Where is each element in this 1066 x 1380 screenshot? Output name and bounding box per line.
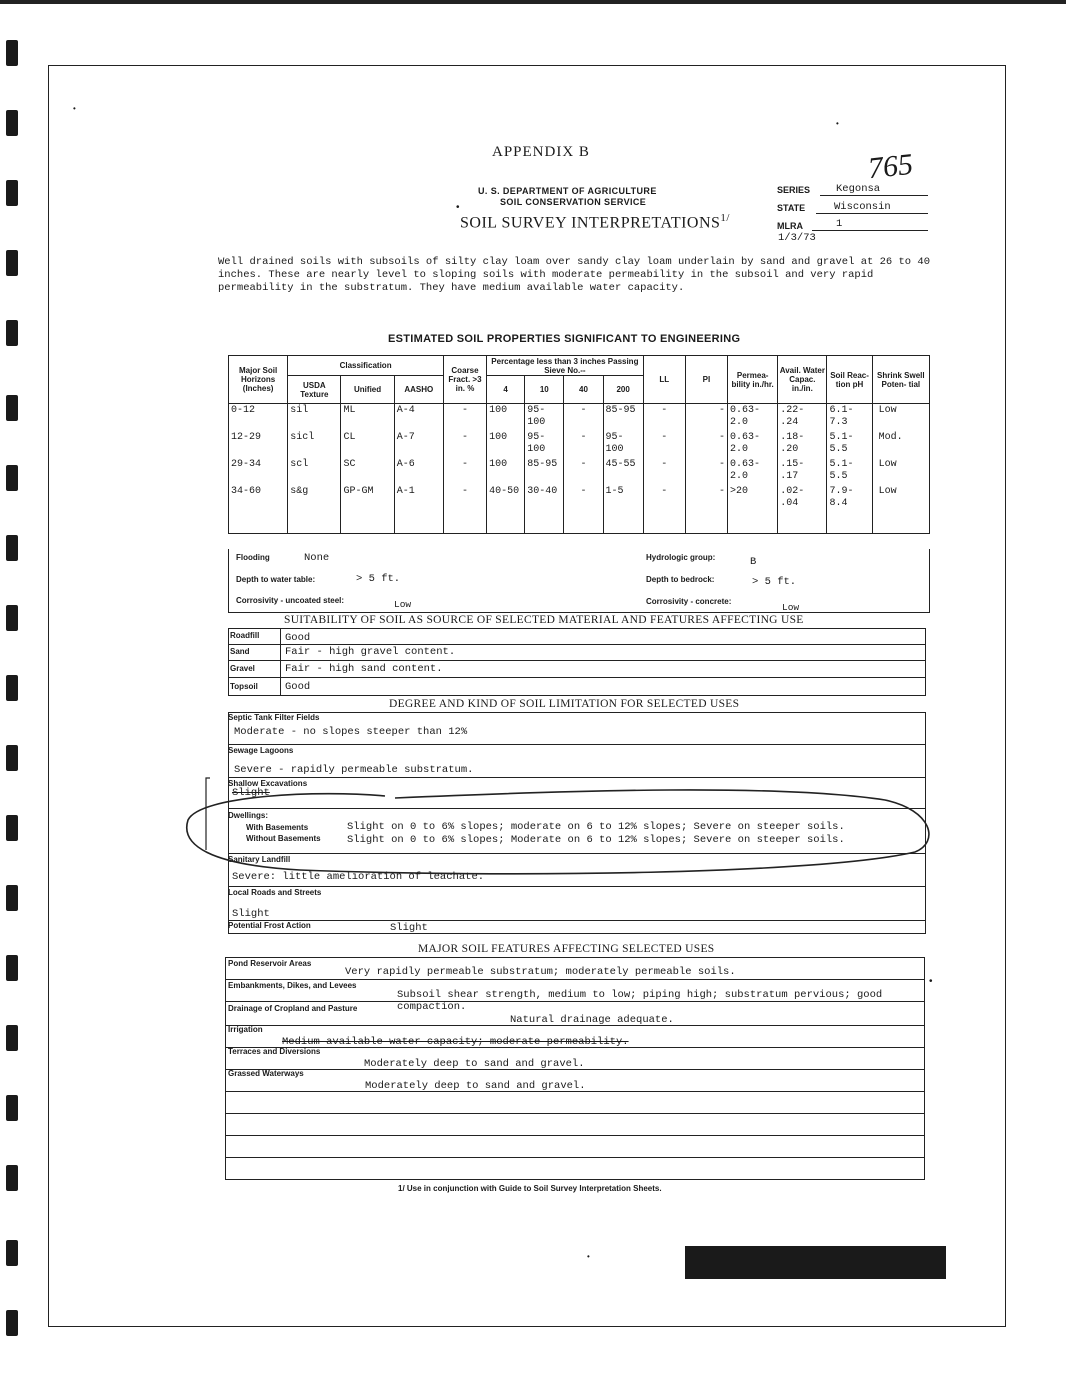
waterways-label: Grassed Waterways: [228, 1069, 304, 1078]
roadfill-value: Good: [285, 632, 311, 644]
table-row: [229, 404, 930, 432]
cell-sieve-4: 100: [487, 431, 525, 458]
state-label: STATE: [777, 203, 806, 213]
cell-aasho: A-4: [394, 404, 443, 432]
cell-sieve-200: 85-95: [603, 404, 643, 432]
page-top-edge: [0, 0, 1066, 4]
hydrologic-label: Hydrologic group:: [646, 553, 716, 562]
features-row: [225, 1135, 925, 1158]
concrete-corrosivity-label: Corrosivity - concrete:: [646, 597, 732, 606]
roadfill-label: Roadfill: [230, 631, 260, 640]
limitation-title: DEGREE AND KIND OF SOIL LIMITATION FOR SELECTED USES: [389, 698, 740, 710]
cell-sieve-40: -: [564, 431, 603, 458]
table-row: [229, 485, 930, 534]
engineering-title: ESTIMATED SOIL PROPERTIES SIGNIFICANT TO ENGINEERING: [388, 333, 741, 345]
frost-value: Slight: [390, 922, 428, 934]
col-header-unified: Unified: [341, 376, 394, 404]
cell-sieve-200: 45-55: [603, 458, 643, 485]
state-value: Wisconsin: [816, 201, 928, 214]
cell-sieve-4: 100: [487, 458, 525, 485]
cell-horizon: 12-29: [229, 431, 288, 458]
binder-hole: [6, 250, 18, 276]
binder-hole: [6, 1095, 18, 1121]
cell-ph: 7.9- 8.4: [827, 485, 872, 534]
roads-value: Slight: [232, 908, 270, 920]
excavations-value: Slight: [232, 787, 270, 799]
features-title: MAJOR SOIL FEATURES AFFECTING SELECTED USES: [418, 943, 715, 955]
margin-dot: •: [929, 976, 933, 987]
lagoons-value: Severe - rapidly permeable substratum.: [234, 764, 474, 776]
col-header-horizon: Major Soil Horizons (Inches): [229, 356, 288, 404]
col-header-classification: Classification: [288, 356, 444, 376]
binder-hole: [6, 1165, 18, 1191]
cell-awc: .15- .17: [778, 458, 827, 485]
dept-line-2: SOIL CONSERVATION SERVICE: [500, 197, 647, 207]
landfill-label: Sanitary Landfill: [228, 855, 291, 864]
suitability-title: SUITABILITY OF SOIL AS SOURCE OF SELECTED MATERIAL AND FEATURES AFFECTING USE: [284, 614, 804, 626]
water-table-label: Depth to water table:: [236, 575, 316, 584]
binder-hole: [6, 745, 18, 771]
flooding-label: Flooding: [236, 553, 270, 562]
with-basements-label: With Basements: [246, 823, 309, 832]
cell-sieve-10: 85-95: [525, 458, 564, 485]
drainage-label: Drainage of Cropland and Pasture: [228, 1004, 358, 1013]
sand-label: Sand: [230, 647, 250, 656]
cell-perm: 0.63- 2.0: [728, 431, 778, 458]
form-title-footnote-mark: 1/: [720, 212, 730, 224]
handwritten-page-number: 765: [866, 147, 915, 186]
col-header-shrink: Shrink Swell Poten- tial: [872, 356, 929, 404]
cell-shrink: Low: [872, 485, 929, 534]
speck: •: [587, 1252, 590, 1261]
cell-ll: -: [643, 404, 685, 432]
bedrock-value: > 5 ft.: [752, 576, 797, 588]
col-header-awc: Avail. Water Capac. in./in.: [778, 356, 827, 404]
cell-aasho: A-7: [394, 431, 443, 458]
cell-aasho: A-6: [394, 458, 443, 485]
cell-sieve-40: -: [564, 458, 603, 485]
topsoil-label: Topsoil: [230, 682, 258, 691]
drainage-value: Natural drainage adequate.: [510, 1014, 674, 1026]
binder-hole: [6, 885, 18, 911]
binder-hole: [6, 1310, 18, 1336]
cell-sieve-4: 40-50: [487, 485, 525, 534]
binder-hole: [6, 605, 18, 631]
cell-ph: 5.1- 5.5: [827, 431, 872, 458]
soil-description: Well drained soils with subsoils of silty clay loam over sandy clay loam underlain by sand and gravel at 26 to 40 inches. These are nearly level to sloping soils with moderate permeability in the subsoil and very rapid permeability in the substratum. They have medium available water capacity.: [218, 256, 931, 294]
cell-unified: CL: [341, 431, 394, 458]
cell-ll: -: [643, 431, 685, 458]
lagoons-label: Sewage Lagoons: [228, 746, 294, 755]
cell-shrink: Low: [872, 404, 929, 432]
flooding-value: None: [304, 552, 330, 564]
pond-label: Pond Reservoir Areas: [228, 959, 312, 968]
cell-sieve-40: -: [564, 404, 603, 432]
col-header-sieve-40: 40: [564, 376, 603, 404]
cell-usda: sicl: [288, 431, 341, 458]
cell-perm: >20: [728, 485, 778, 534]
cell-awc: .02- .04: [778, 485, 827, 534]
cell-awc: .22- .24: [778, 404, 827, 432]
cell-usda: scl: [288, 458, 341, 485]
with-basements-value: Slight on 0 to 6% slopes; moderate on 6 to 12% slopes; Severe on steeper soils.: [347, 821, 845, 833]
speck: •: [836, 119, 839, 128]
concrete-corrosivity-value: Low: [782, 602, 800, 613]
engineering-properties-table: [228, 355, 930, 534]
cell-coarse: -: [443, 458, 486, 485]
water-table-value: > 5 ft.: [356, 573, 401, 585]
landfill-value: Severe: little amelioration of leachate.: [232, 871, 485, 883]
features-row: [225, 1113, 925, 1136]
cell-pi: -: [685, 458, 727, 485]
cell-shrink: Low: [872, 458, 929, 485]
septic-label: Septic Tank Filter Fields: [228, 713, 320, 722]
features-row: [225, 1091, 925, 1114]
binder-hole: [6, 535, 18, 561]
binder-hole: [6, 1240, 18, 1266]
frost-label: Potential Frost Action: [228, 921, 311, 930]
appendix-label: APPENDIX B: [492, 144, 590, 160]
cell-coarse: -: [443, 431, 486, 458]
without-basements-label: Without Basements: [246, 834, 321, 843]
cell-ph: 6.1- 7.3: [827, 404, 872, 432]
cell-usda: s&g: [288, 485, 341, 534]
cell-pi: -: [685, 485, 727, 534]
footnote: 1/ Use in conjunction with Guide to Soil Survey Interpretation Sheets.: [398, 1184, 662, 1193]
col-header-perm: Permea- bility in./hr.: [728, 356, 778, 404]
binder-hole: [6, 180, 18, 206]
cell-ll: -: [643, 458, 685, 485]
binder-hole: [6, 40, 18, 66]
steel-corrosivity-value: Low: [394, 599, 412, 610]
col-header-sieve-4: 4: [487, 376, 525, 404]
binder-hole: [6, 815, 18, 841]
cell-unified: ML: [341, 404, 394, 432]
binder-hole: [6, 1025, 18, 1051]
embankments-value: Subsoil shear strength, medium to low; piping high; substratum pervious; good: [397, 989, 883, 1001]
cell-usda: sil: [288, 404, 341, 432]
steel-corrosivity-label: Corrosivity - uncoated steel:: [236, 596, 345, 605]
form-date: 1/3/73: [778, 232, 816, 244]
cell-unified: SC: [341, 458, 394, 485]
drainage-continuation: compaction.: [397, 1001, 467, 1013]
col-header-aasho: AASHO: [394, 376, 443, 404]
embankments-label: Embankments, Dikes, and Levees: [228, 981, 357, 990]
form-title-text: SOIL SURVEY INTERPRETATIONS: [460, 214, 721, 232]
col-header-ll: LL: [643, 356, 685, 404]
cell-sieve-10: 95- 100: [525, 431, 564, 458]
cell-pi: -: [685, 404, 727, 432]
septic-value: Moderate - no slopes steeper than 12%: [234, 726, 468, 738]
col-header-ph: Soil Reac- tion pH: [827, 356, 872, 404]
col-header-coarse: Coarse Fract. >3 in. %: [443, 356, 486, 404]
sand-value: Fair - high gravel content.: [285, 646, 456, 658]
irrigation-value: Medium available water capacity; moderate permeability.: [282, 1036, 629, 1048]
binder-hole: [6, 955, 18, 981]
series-value: Kegonsa: [820, 183, 928, 196]
col-header-pi: PI: [685, 356, 727, 404]
cell-aasho: A-1: [394, 485, 443, 534]
terraces-value: Moderately deep to sand and gravel.: [364, 1058, 585, 1070]
binder-hole: [6, 675, 18, 701]
cell-sieve-40: -: [564, 485, 603, 534]
dwellings-label: Dwellings:: [228, 811, 269, 820]
bullet-dot: •: [456, 202, 460, 213]
cell-perm: 0.63- 2.0: [728, 458, 778, 485]
terraces-label: Terraces and Diversions: [228, 1047, 321, 1056]
cell-pi: -: [685, 431, 727, 458]
cell-sieve-200: 95-100: [603, 431, 643, 458]
suitability-row: [228, 628, 926, 645]
cell-shrink: Mod.: [872, 431, 929, 458]
topsoil-value: Good: [285, 681, 311, 693]
binder-hole: [6, 465, 18, 491]
cell-ph: 5.1- 5.5: [827, 458, 872, 485]
col-header-sieve-200: 200: [603, 376, 643, 404]
cell-horizon: 29-34: [229, 458, 288, 485]
excavations-label: Shallow Excavations: [228, 779, 308, 788]
speck: •: [73, 104, 76, 113]
circle-stroke: [187, 790, 929, 874]
hand-drawn-circle: [180, 770, 940, 880]
dept-line-1: U. S. DEPARTMENT OF AGRICULTURE: [478, 186, 657, 196]
irrigation-label: Irrigation: [228, 1025, 263, 1034]
col-header-percentage: Percentage less than 3 inches Passing Sieve No.--: [487, 356, 644, 376]
cell-horizon: 0-12: [229, 404, 288, 432]
table-row: [229, 431, 930, 458]
cell-ll: -: [643, 485, 685, 534]
binder-hole: [6, 395, 18, 421]
cell-awc: .18- .20: [778, 431, 827, 458]
gravel-value: Fair - high sand content.: [285, 663, 443, 675]
binder-hole: [6, 320, 18, 346]
waterways-value: Moderately deep to sand and gravel.: [365, 1080, 586, 1092]
limitation-row: [228, 886, 926, 921]
cell-sieve-4: 100: [487, 404, 525, 432]
cell-sieve-10: 95- 100: [525, 404, 564, 432]
cell-horizon: 34-60: [229, 485, 288, 534]
redaction-block: [685, 1246, 946, 1279]
gravel-label: Gravel: [230, 664, 255, 673]
roads-label: Local Roads and Streets: [228, 888, 322, 897]
pond-value: Very rapidly permeable substratum; moderately permeable soils.: [345, 966, 736, 978]
col-header-usda: USDA Texture: [288, 376, 341, 404]
binder-hole: [6, 110, 18, 136]
form-title: [460, 212, 730, 232]
without-basements-value: Slight on 0 to 6% slopes; Moderate on 6 to 12% slopes; Severe on steeper soils.: [347, 834, 845, 846]
mlra-label: MLRA: [777, 221, 803, 231]
cell-perm: 0.63- 2.0: [728, 404, 778, 432]
cell-coarse: -: [443, 404, 486, 432]
margin-bracket: [206, 778, 210, 850]
cell-coarse: -: [443, 485, 486, 534]
col-header-sieve-10: 10: [525, 376, 564, 404]
hydrologic-value: B: [750, 556, 757, 568]
cell-sieve-200: 1-5: [603, 485, 643, 534]
series-label: SERIES: [777, 185, 811, 195]
cell-sieve-10: 30-40: [525, 485, 564, 534]
cell-unified: GP-GM: [341, 485, 394, 534]
table-row: [229, 458, 930, 485]
bedrock-label: Depth to bedrock:: [646, 575, 715, 584]
mlra-value: 1: [812, 218, 928, 231]
